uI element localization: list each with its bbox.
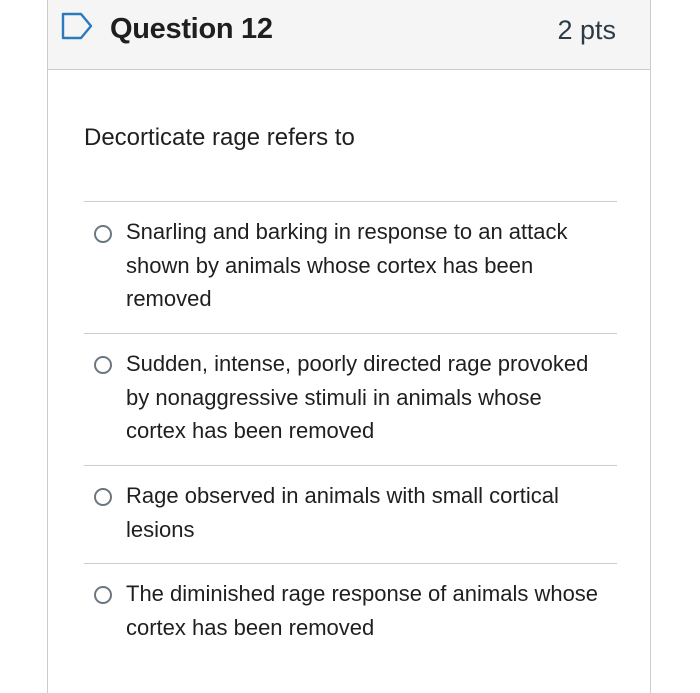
- question-card: [47, 0, 651, 693]
- radio-button[interactable]: [94, 225, 112, 243]
- question-header: [48, 0, 650, 70]
- radio-button[interactable]: [94, 488, 112, 506]
- answer-option-2[interactable]: [84, 333, 617, 465]
- answer-label: The diminished rage response of animals whose cortex has been removed: [126, 581, 599, 640]
- question-title: Question 12: [110, 13, 273, 45]
- flag-question-icon[interactable]: [60, 11, 94, 41]
- question-text: Decorticate rage refers to: [84, 124, 355, 151]
- answer-option-1[interactable]: [84, 201, 617, 333]
- answer-option-4[interactable]: [84, 563, 617, 663]
- radio-button[interactable]: [94, 586, 112, 604]
- answer-label: Rage observed in animals with small cortical lesions: [126, 483, 559, 542]
- radio-button[interactable]: [94, 356, 112, 374]
- question-points: 2 pts: [557, 15, 616, 45]
- answer-label: Snarling and barking in response to an attack shown by animals whose cortex has been removed: [126, 219, 568, 311]
- answer-label: Sudden, intense, poorly directed rage provoked by nonaggressive stimuli in animals whose cortex has been removed: [126, 351, 589, 443]
- answer-option-3[interactable]: [84, 465, 617, 563]
